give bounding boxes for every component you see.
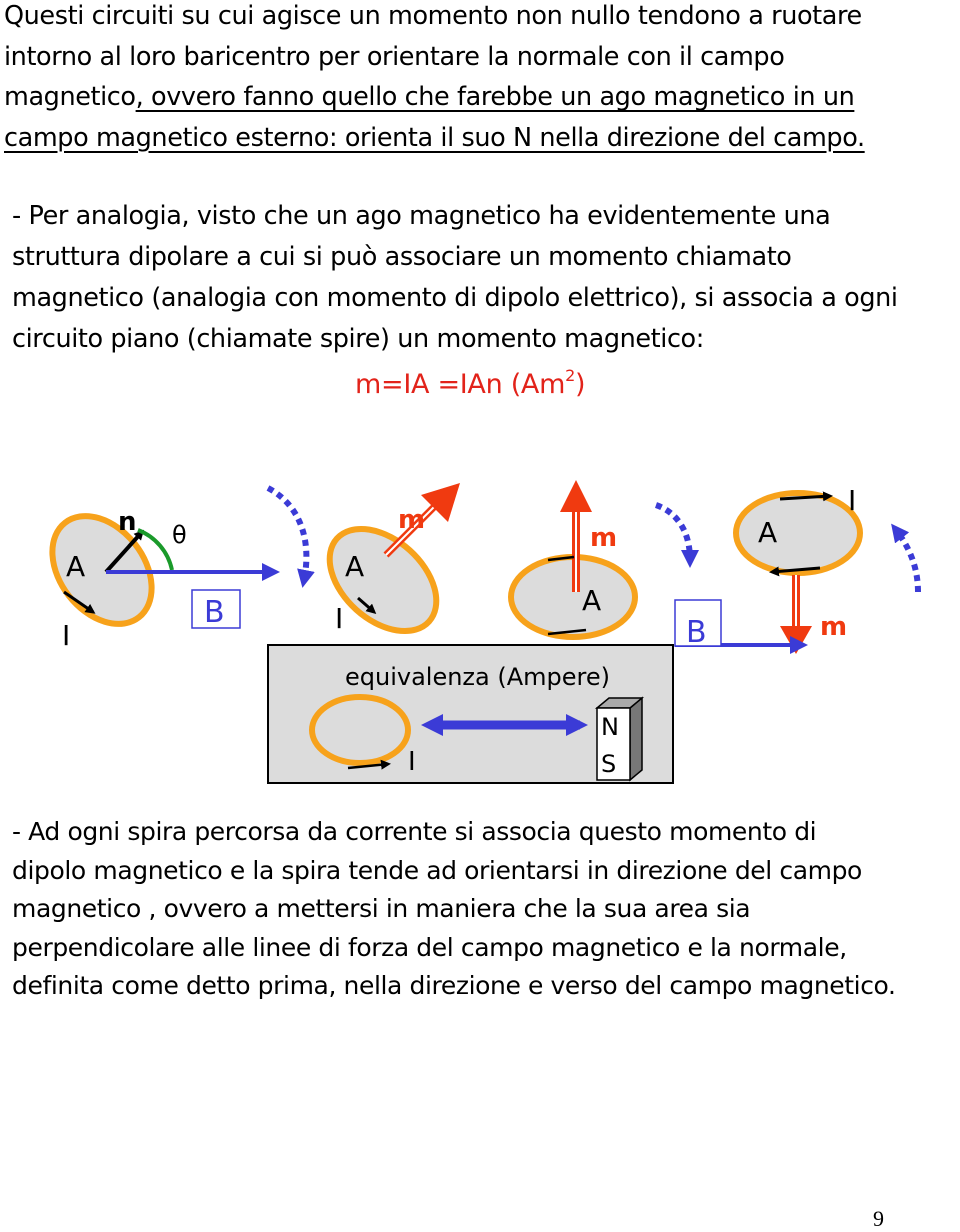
rotation-arrow-3 bbox=[896, 530, 918, 592]
intro-line-3-rest: , ovvero fanno quello che farebbe un ago magnetico in un bbox=[135, 82, 855, 112]
conclusion-line-2: dipolo magnetico e la spira tende ad orientarsi in direzione del campo bbox=[12, 855, 862, 885]
magnetic-moment-formula bbox=[355, 366, 585, 400]
loop-2-moment-label: m bbox=[398, 505, 426, 535]
bar-magnet bbox=[597, 698, 642, 780]
conclusion-line-4: perpendicolare alle linee di forza del campo magnetico e la normale, bbox=[12, 932, 847, 962]
analogy-paragraph bbox=[12, 196, 960, 360]
equivalence-box bbox=[268, 645, 673, 783]
loop-1 bbox=[32, 497, 272, 652]
loop-4-current-label: I bbox=[848, 484, 857, 517]
loop-4-moment-arrow bbox=[780, 575, 812, 654]
loop-4-moment-label: m bbox=[820, 612, 848, 642]
loop-4-area-label: A bbox=[758, 516, 778, 549]
equivalence-label: equivalenza (Ampere) bbox=[345, 663, 610, 691]
intro-line-1: Questi circuiti su cui agisce un momento non nullo tendono a ruotare bbox=[4, 1, 862, 31]
conclusion-line-1: - Ad ogni spira percorsa da corrente si associa questo momento di bbox=[12, 817, 817, 846]
loop-1-normal-label: n bbox=[118, 507, 137, 537]
loop-1-current-label: I bbox=[62, 619, 71, 652]
loop-3-moment-label: m bbox=[590, 523, 618, 553]
analogy-line-3: magnetico (analogia con momento di dipolo elettrico), si associa a ogni bbox=[12, 283, 898, 313]
analogy-line-2: struttura dipolare a cui si può associare un momento chiamato bbox=[12, 242, 792, 272]
conclusion-line-3: magnetico , ovvero a mettersi in maniera che la sua area sia bbox=[12, 894, 751, 923]
analogy-line-1: - Per analogia, visto che un ago magnetico ha evidentemente una bbox=[12, 201, 831, 231]
loop-2-current-label: I bbox=[335, 602, 344, 635]
loop-3 bbox=[511, 480, 635, 637]
formula-main: m=IA =IAn (Am bbox=[355, 369, 566, 400]
conclusion-paragraph bbox=[12, 813, 960, 1006]
loop-4-field-label: B bbox=[686, 615, 707, 650]
loop-3-area-label: A bbox=[582, 584, 602, 617]
loop-2-area-label: A bbox=[345, 550, 365, 583]
magnet-north-label: N bbox=[601, 713, 619, 741]
loop-4 bbox=[675, 484, 860, 654]
rotation-arrow-1 bbox=[268, 488, 306, 580]
intro-line-3 bbox=[4, 77, 954, 118]
formula-close: ) bbox=[575, 369, 586, 400]
loop-1-field-label: B bbox=[204, 595, 225, 630]
magnet-south-label: S bbox=[601, 750, 617, 778]
intro-line-2: intorno al loro baricentro per orientare la normale con il campo bbox=[4, 41, 785, 72]
magnetic-dipole-figure bbox=[0, 470, 960, 800]
intro-line-3-start: magnetico bbox=[4, 82, 136, 112]
loop-1-angle-label: θ bbox=[172, 521, 187, 549]
intro-line-4: campo magnetico esterno: orienta il suo N nella direzione del campo. bbox=[4, 122, 865, 153]
page-number: 9 bbox=[873, 1206, 884, 1231]
loop-1-area-label: A bbox=[66, 550, 86, 583]
equivalence-current-label: I bbox=[408, 747, 416, 777]
analogy-line-4: circuito piano (chiamate spire) un momento magnetico: bbox=[12, 324, 704, 354]
loop-2-ellipse bbox=[310, 509, 456, 651]
rotation-arrow-2 bbox=[656, 505, 690, 560]
formula-exponent: 2 bbox=[565, 366, 575, 385]
loop-4-ellipse bbox=[736, 493, 860, 573]
loop-2 bbox=[310, 483, 460, 651]
intro-paragraph bbox=[4, 0, 954, 158]
conclusion-line-5: definita come detto prima, nella direzione e verso del campo magnetico. bbox=[12, 971, 896, 1000]
